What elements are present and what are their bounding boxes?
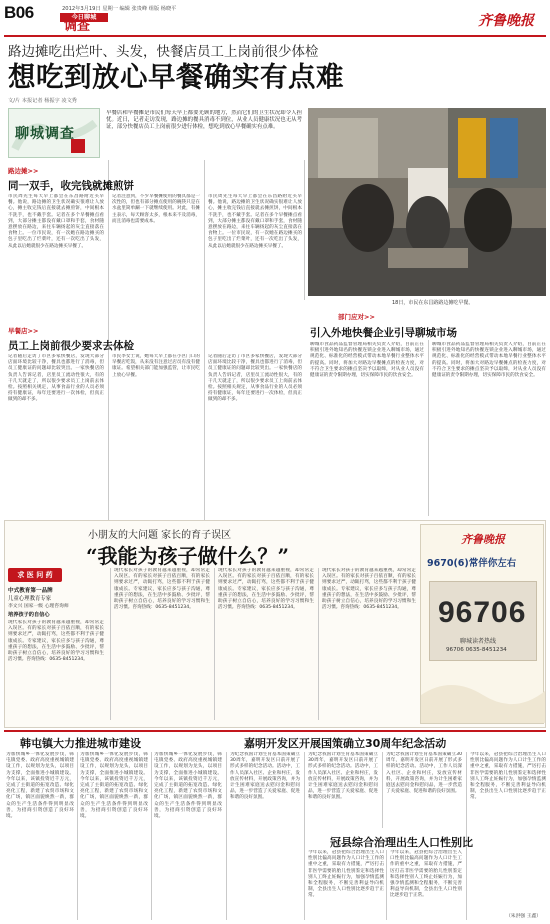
hotline-brand: 齐鲁晚报 xyxy=(461,533,505,546)
column-rule xyxy=(304,752,305,920)
bottom-body: 今年以来，冠县把综合治理出生人口性别比偏高问题作为人口计生工作的重中之重，采取有力措施，严厉打击非医学需要的胎儿性别鉴定和选择性别人工终止妊娠行为，加强孕情监测和全程服务，不断完善利益导向机制，全县出生人口性别比逐步趋于正常。 xyxy=(470,752,546,801)
column-rule xyxy=(110,568,111,720)
bottom-body: 今年以来，冠县把综合治理出生人口性别比偏高问题作为人口计生工作的重中之重，采取有力措施，严厉打击非医学需要的胎儿性别鉴定和选择性别人工终止妊娠行为，加强孕情监测和全程服务，不断完善利益导向机制，全县出生人口性别比逐步趋于正常。 xyxy=(308,850,384,899)
section-title: 同一双手，收完钱就摊煎饼 xyxy=(8,180,134,192)
lead-headline: 想吃到放心早餐确实有点难 xyxy=(8,61,344,93)
hotline-number: 96706 xyxy=(438,596,527,629)
column-rule xyxy=(386,850,387,920)
ad-title: “我能为孩子做什么？” xyxy=(86,544,290,568)
column-rule xyxy=(214,568,215,720)
byline: 文/片 本报记者 杨振宇 凌文秀 xyxy=(8,98,77,104)
logo-text: 聊城调查 xyxy=(15,126,75,142)
section-title: 员工上岗前很少要求去体检 xyxy=(8,340,134,352)
ad-body: 现代家长对孩子的教育越来越重视，却常常走入误区。有的家长对孩子百依百顺，有的家长则要求过严，动辄打骂，这些都不利于孩子健康成长。专家建议，家长应多与孩子沟通，尊重孩子的想法，在生活中多鼓励、少批评，帮助孩子树立自信心，培养良好的学习习惯和生活习惯。咨询热线：0635-8451234。 xyxy=(322,568,416,611)
section-body: 市民周先生每天早上都会在东昌路附近买早餐。他说，路边摊的卫生状况确实很难让人放心，摊主收完钱后直接就去摊煎饼，中间根本不洗手，也不戴手套。记者在多个早餐摊点看到，大部分摊主都没有戴口罩和手套，食材随意摆放在路边，来往车辆扬起的灰尘直接落在食物上。一位市民说，有一次她在路边摊买的包子里吃出了烂菜叶，还有一次吃出了头发，从此以后她就很少在路边摊买早餐了。 xyxy=(8,194,104,249)
column-rule xyxy=(77,752,78,920)
ad-body: 现代家长对孩子的教育越来越重视，却常常走入误区。有的家长对孩子百依百顺，有的家长则要求过严，动辄打骂，这些都不利于孩子健康成长。专家建议，家长应多与孩子沟通，尊重孩子的想法，在生活中多鼓励、少批评，帮助孩子树立自信心，培养良好的学习习惯和生活习惯。咨询热线：0635-8451234。 xyxy=(8,620,104,663)
section-body: 记者注意到，不少早餐摊使用的餐具都是一次性的，但也有部分摊点使用的碗筷只是在水盆里简单涮一下就继续使用。对此，有摊主表示，每天顾客太多，根本来不及消毒，而且消毒也需要成本。 xyxy=(112,194,200,224)
page-number: B06 xyxy=(4,3,34,22)
date-line: 2012年3月19日 星期一 编辑 张贵峰 组版 杨晓平 xyxy=(62,6,177,12)
bottom-body: 为加快城乡一体化发展步伐，韩屯镇党委、政府高度重视城镇建设工作，以规划为龙头，以项目为支撑，全面推进小城镇建设。今年以来，该镇投资近千万元，完成了主街道的拓宽改造、绿化亮化工程，新建了农贸市场和文化广场，镇区面貌焕然一新，群众的生产生活条件得到明显改善，为招商引资创造了良好环境。 xyxy=(80,752,148,820)
hotline-card xyxy=(429,581,537,661)
column-rule xyxy=(151,752,152,920)
section-body: 记者随后走访了市区多家快餐店，发现大部分店面环境比较干净，餐具也都进行了消毒，但员工健康证的问题却比较突出。一家快餐店的负责人告诉记者，店里员工流动性很大，有的干几天就走了，所以很少要求员工上岗前去体检。按照相关规定，从事食品行业的人员必须持有健康证，每年还要进行一次体检，但真正做到的却不多。 xyxy=(208,354,302,403)
column-rule xyxy=(226,752,227,920)
photo-caption: 18日，市民在东昌路路边摊吃早餐。 xyxy=(392,300,474,306)
section-title: 引入外地快餐企业引导聊城市场 xyxy=(310,327,457,339)
ad-kicker: 小朋友的大问题 家长的育子误区 xyxy=(88,530,232,541)
lead-intro: 早餐店和早餐摊是市民们每天早上都要光顾的地方，然而它们的卫生状况却令人担忧。近日，记者走访发现，路边摊的餐具消毒不到位，从业人员健康状况也无从考证，部分快餐店员工上岗前很少进行体检，想吃到放心早餐确实有点难。 xyxy=(106,110,302,130)
ad-body: 现代家长对孩子的教育越来越重视，却常常走入误区。有的家长对孩子百依百顺，有的家长则要求过严，动辄打骂，这些都不利于孩子健康成长。专家建议，家长应多与孩子沟通，尊重孩子的想法，在生活中多鼓励、少批评，帮助孩子树立自信心，培养良好的学习习惯和生活习惯。咨询热线：0635-8451234。 xyxy=(114,568,210,611)
brand-logo: 齐鲁晚报 xyxy=(478,13,534,29)
column-tag-label: 今日聊城 xyxy=(71,14,97,21)
news-photo xyxy=(308,108,546,296)
bottom-body: 为纪念我国计划生育基本国策确立30周年，嘉明开发区日前开展了形式多样的纪念活动。活动中，工作人员深入社区、企业和村庄，发放宣传材料，开展政策咨询，并为计生困难家庭送去慰问金和慰问品，进一步营造了关爱家庭、促进和谐的良好氛围。 xyxy=(230,752,300,801)
bottom-body: 为纪念我国计划生育基本国策确立30周年，嘉明开发区日前开展了形式多样的纪念活动。活动中，工作人员深入社区、企业和村庄，发放宣传材料，开展政策咨询，并为计生困难家庭送去慰问金和慰问品，进一步营造了关爱家庭、促进和谐的良好氛围。 xyxy=(308,752,378,801)
hotline-label: 聊城读者热线 xyxy=(460,638,497,645)
bottom-title: 嘉明开发区开展国策确立30周年纪念活动 xyxy=(244,737,447,750)
ad-col-title: 中式教育第一品牌 xyxy=(8,588,53,594)
ad-col-name: 李文兴 国家一级 心理咨询师 xyxy=(8,604,69,609)
bottom-credit: （朱洪强 王鑫） xyxy=(506,914,542,919)
column-rule xyxy=(382,752,383,828)
bottom-body: 今年以来，冠县把综合治理出生人口性别比偏高问题作为人口计生工作的重中之重，采取有力措施，严厉打击非医学需要的胎儿性别鉴定和选择性别人工终止妊娠行为，加强孕情监测和全程服务，不断完善利益导向机制，全县出生人口性别比逐步趋于正常。 xyxy=(390,850,462,899)
hotline-box xyxy=(420,524,544,724)
section-tag: 早餐店>> xyxy=(8,327,39,335)
section-body: 聊城市食品药品监督管理局相关负责人介绍，目前正在积极引进外地知名的快餐连锁企业进入聊城市场，通过规范化、标准化的经营模式带动本地早餐行业整体水平的提高。同时，将加大对路边早餐摊点的检查力度，对不符合卫生要求的摊点坚决予以取缔，对从业人员没有健康证的责令限期办理，切实保障市民的饮食安全。 xyxy=(432,342,546,379)
section-body: 记者随后走访了市区多家快餐店，发现大部分店面环境比较干净，餐具也都进行了消毒，但员工健康证的问题却比较突出。一家快餐店的负责人告诉记者，店里员工流动性很大，有的干几天就走了，所以很少要求员工上岗前去体检。按照相关规定，从事食品行业的人员必须持有健康证，每年还要进行一次体检，但真正做到的却不多。 xyxy=(8,354,104,403)
ad-badge xyxy=(8,568,62,582)
hotline-phone: 96706 0635-8451234 xyxy=(446,647,507,653)
column-rule xyxy=(428,340,429,516)
ad-body: 现代家长对孩子的教育越来越重视，却常常走入误区。有的家长对孩子百依百顺，有的家长则要求过严，动辄打骂，这些都不利于孩子健康成长。专家建议，家长应多与孩子沟通，尊重孩子的想法，在生活中多鼓励、少批评，帮助孩子树立自信心，培养良好的学习习惯和生活习惯。咨询热线：0635-8451234。 xyxy=(218,568,314,611)
ad-col-head: 培养孩子的自信心 xyxy=(8,612,50,618)
ad-badge-label: 求 医 问 药 xyxy=(17,571,53,579)
column-rule xyxy=(304,160,305,300)
section-title: 调查 xyxy=(64,19,91,34)
section-tag: 部门应对>> xyxy=(338,313,375,321)
bottom-title: 韩屯镇大力推进城市建设 xyxy=(20,737,141,750)
section-tag: 路边摊>> xyxy=(8,167,39,175)
bottom-body: 为加快城乡一体化发展步伐，韩屯镇党委、政府高度重视城镇建设工作，以规划为龙头，以项目为支撑，全面推进小城镇建设。今年以来，该镇投资近千万元，完成了主街道的拓宽改造、绿化亮化工程，新建了农贸市场和文化广场，镇区面貌焕然一新，群众的生产生活条件得到明显改善，为招商引资创造了良好环境。 xyxy=(6,752,74,820)
lead-kicker: 路边摊吃出烂叶、头发，快餐店员工上岗前很少体检 xyxy=(8,44,319,60)
bottom-title: 冠县综合治理出生人口性别比 xyxy=(330,836,473,849)
bottom-rule xyxy=(4,730,546,732)
hotline-line: 9670(6)常伴你左右 xyxy=(427,558,517,569)
column-rule xyxy=(318,568,319,720)
investigation-logo xyxy=(8,108,100,158)
section-body: 聊城市食品药品监督管理局相关负责人介绍，目前正在积极引进外地知名的快餐连锁企业进入聊城市场，通过规范化、标准化的经营模式带动本地早餐行业整体水平的提高。同时，将加大对路边早餐摊点的检查力度，对不符合卫生要求的摊点坚决予以取缔，对从业人员没有健康证的责令限期办理，切实保障市民的饮食安全。 xyxy=(310,342,424,379)
header-rule xyxy=(4,35,546,37)
photo-scene-icon xyxy=(308,108,546,296)
bottom-body: 为纪念我国计划生育基本国策确立30周年，嘉明开发区日前开展了形式多样的纪念活动。活动中，工作人员深入社区、企业和村庄，发放宣传材料，开展政策咨询，并为计生困难家庭送去慰问金和慰问品，进一步营造了关爱家庭、促进和谐的良好氛围。 xyxy=(386,752,462,795)
page-header xyxy=(0,0,550,34)
hotline-wave-icon xyxy=(421,665,545,723)
section-body: 市民周先生每天早上都会在东昌路附近买早餐。他说，路边摊的卫生状况确实很难让人放心，摊主收完钱后直接就去摊煎饼，中间根本不洗手，也不戴手套。记者在多个早餐摊点看到，大部分摊主都没有戴口罩和手套，食材随意摆放在路边，来往车辆扬起的灰尘直接落在食物上。一位市民说，有一次她在路边摊买的包子里吃出了烂菜叶，还有一次吃出了头发，从此以后她就很少在路边摊买早餐了。 xyxy=(208,194,302,249)
bottom-body: 为加快城乡一体化发展步伐，韩屯镇党委、政府高度重视城镇建设工作，以规划为龙头，以项目为支撑，全面推进小城镇建设。今年以来，该镇投资近千万元，完成了主街道的拓宽改造、绿化亮化工程，新建了农贸市场和文化广场，镇区面貌焕然一新，群众的生产生活条件得到明显改善，为招商引资创造了良好环境。 xyxy=(154,752,222,820)
section-body: 市民李女士说，她每天早上都在小区门口的早餐店吃饭，从来没有注意过店员有没有健康证。希望相关部门能加强监管，让市民吃上放心早餐。 xyxy=(112,354,200,378)
column-rule xyxy=(204,160,205,520)
ad-col-sub: 儿童心理教育专家 xyxy=(8,596,52,602)
